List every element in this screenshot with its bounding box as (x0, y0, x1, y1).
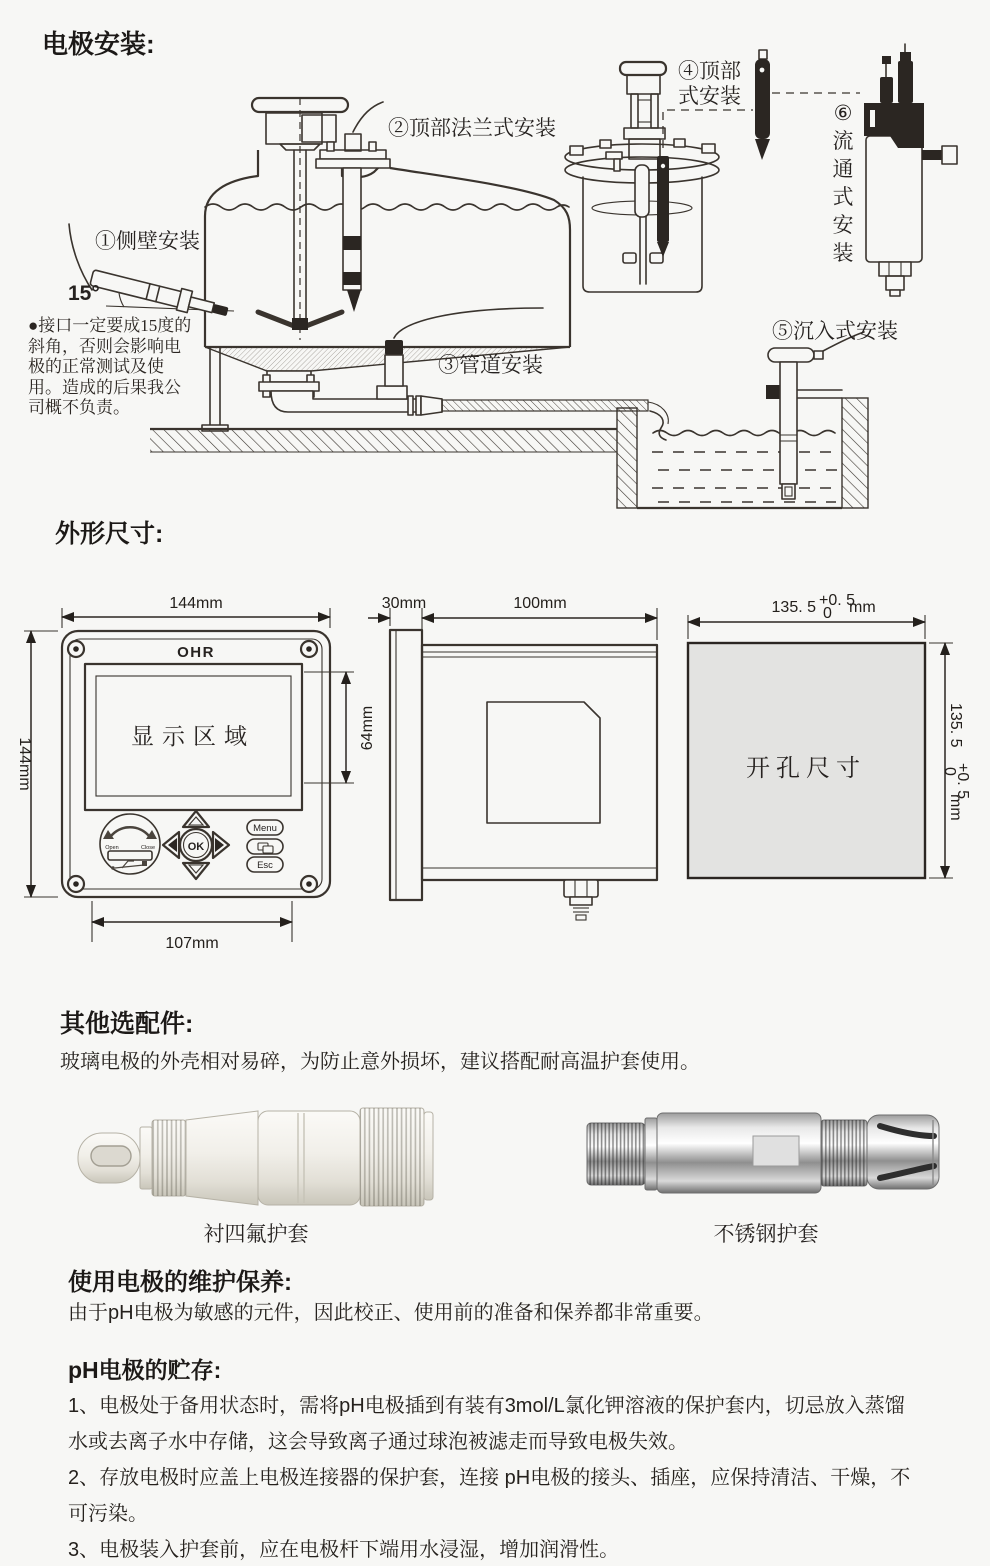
storage-title: pH电极的贮存: (68, 1357, 222, 1383)
accessories-images (0, 1095, 990, 1255)
dim-front-width (62, 595, 330, 628)
svg-text:mm: mm (849, 599, 876, 616)
svg-text:135. 5: 135. 5 (771, 599, 816, 616)
svg-text:⑥: ⑥ (833, 101, 853, 125)
ptfe-sheath-caption: 衬四氟护套 (203, 1223, 309, 1246)
svg-text:64mm: 64mm (359, 705, 376, 751)
label-top-2: 式安装 (678, 84, 741, 108)
esc-button-label: Esc (257, 860, 273, 871)
svg-text:mm: mm (947, 794, 964, 821)
accessories-description: 玻璃电极的外壳相对易碎，为防止意外损坏，建议搭配耐高温护套使用。 (60, 1051, 700, 1073)
storage-item-3: 3、电极装入护套前，应在电极杆下端用水浸湿，增加润滑性。 (68, 1539, 620, 1561)
display-area-label: 显示区域 (131, 724, 255, 749)
label-flow-through (833, 101, 854, 265)
ground-and-sump (150, 398, 868, 508)
label-top-1: ④顶部 (678, 59, 741, 83)
svg-text:+0. 5: +0. 5 (954, 763, 971, 800)
label-pipe: ③管道安装 (438, 353, 543, 377)
brand-logo: OHR (177, 644, 215, 661)
function-buttons (247, 820, 283, 872)
svg-text:装: 装 (832, 241, 854, 265)
accessories-title: 其他选配件: (60, 1010, 194, 1038)
svg-text:107mm: 107mm (165, 935, 219, 952)
dim-front-height (16, 631, 58, 897)
cable-gland (564, 880, 598, 920)
dim-cutout-height (929, 643, 971, 878)
svg-text:0: 0 (823, 605, 832, 622)
arrow-up-icon (183, 811, 209, 827)
storage-item-2: 2、存放电极时应盖上电极连接器的保护套，连接 pH电极的接头、插座，应保持清洁、干燥，不可污染。 (68, 1467, 911, 1525)
svg-text:144mm: 144mm (16, 737, 33, 791)
submerged-install (766, 319, 898, 499)
svg-text:100mm: 100mm (513, 595, 567, 612)
svg-text:通: 通 (832, 157, 854, 181)
installation-diagram (0, 40, 990, 510)
ok-button: OK (187, 841, 205, 853)
label-angle: 15° (68, 282, 100, 305)
side-wall-install (68, 224, 234, 322)
menu-button-label: Menu (253, 823, 277, 834)
dimensions-title: 外形尺寸: (55, 520, 164, 548)
storage-item-1: 1、电极处于备用状态时，需将pH电极插到有装有3mol/L氯化钾溶液的保护套内，切忌放入蒸馏水或去离子水中存储，这会导致离子通过球泡被滤走而导致电极失效。 (68, 1395, 905, 1453)
label-top-flange: ②顶部法兰式安装 (388, 116, 556, 140)
installation-title: 电极安装: (42, 29, 155, 59)
svg-text:+0. 5: +0. 5 (819, 592, 856, 609)
label-submerged: ⑤沉入式安装 (772, 319, 898, 343)
arrow-right-icon (213, 832, 229, 858)
usb-open-label: Open (105, 845, 119, 851)
installation-warning: ●接口一定要成15度的斜角，否则会影响电极的正常测试及使用。造成的后果我公司概不负责。 (28, 316, 192, 417)
usb-icon (111, 861, 147, 870)
top-install-reactor (565, 59, 741, 292)
top-flange-install (316, 102, 556, 312)
maintenance-title: 使用电极的维护保养: (68, 1269, 292, 1296)
storage-list (68, 1388, 916, 1566)
front-view (16, 595, 376, 952)
svg-text:144mm: 144mm (169, 595, 223, 612)
side-view (368, 595, 657, 920)
maintenance-description: 由于pH电极为敏感的元件，因此校正、使用前的准备和保养都非常重要。 (68, 1302, 714, 1324)
dimensions-diagram (0, 560, 990, 970)
panel-cutout (688, 592, 971, 878)
steel-sheath-image (587, 1113, 939, 1193)
svg-text:30mm: 30mm (381, 595, 427, 612)
label-side-wall: ①侧壁安装 (95, 229, 200, 253)
dim-display-height (304, 672, 376, 783)
dim-depth (368, 595, 657, 640)
svg-text:式: 式 (832, 185, 854, 209)
cutout-label: 开孔尺寸 (746, 756, 866, 782)
svg-text:0: 0 (941, 767, 958, 776)
keypad (163, 811, 229, 879)
svg-text:安: 安 (832, 213, 854, 237)
usb-cover (100, 814, 160, 874)
arrow-left-icon (163, 832, 179, 858)
flow-through-install (833, 44, 958, 296)
dim-keypad-width (92, 901, 292, 952)
usb-close-label: Close (140, 845, 156, 851)
svg-text:流: 流 (832, 129, 854, 153)
steel-sheath-caption: 不锈钢护套 (713, 1223, 819, 1246)
arrow-down-icon (183, 863, 209, 879)
svg-text:135. 5: 135. 5 (947, 703, 964, 748)
dim-cutout-width (688, 592, 925, 639)
ptfe-sheath-image (78, 1108, 433, 1206)
